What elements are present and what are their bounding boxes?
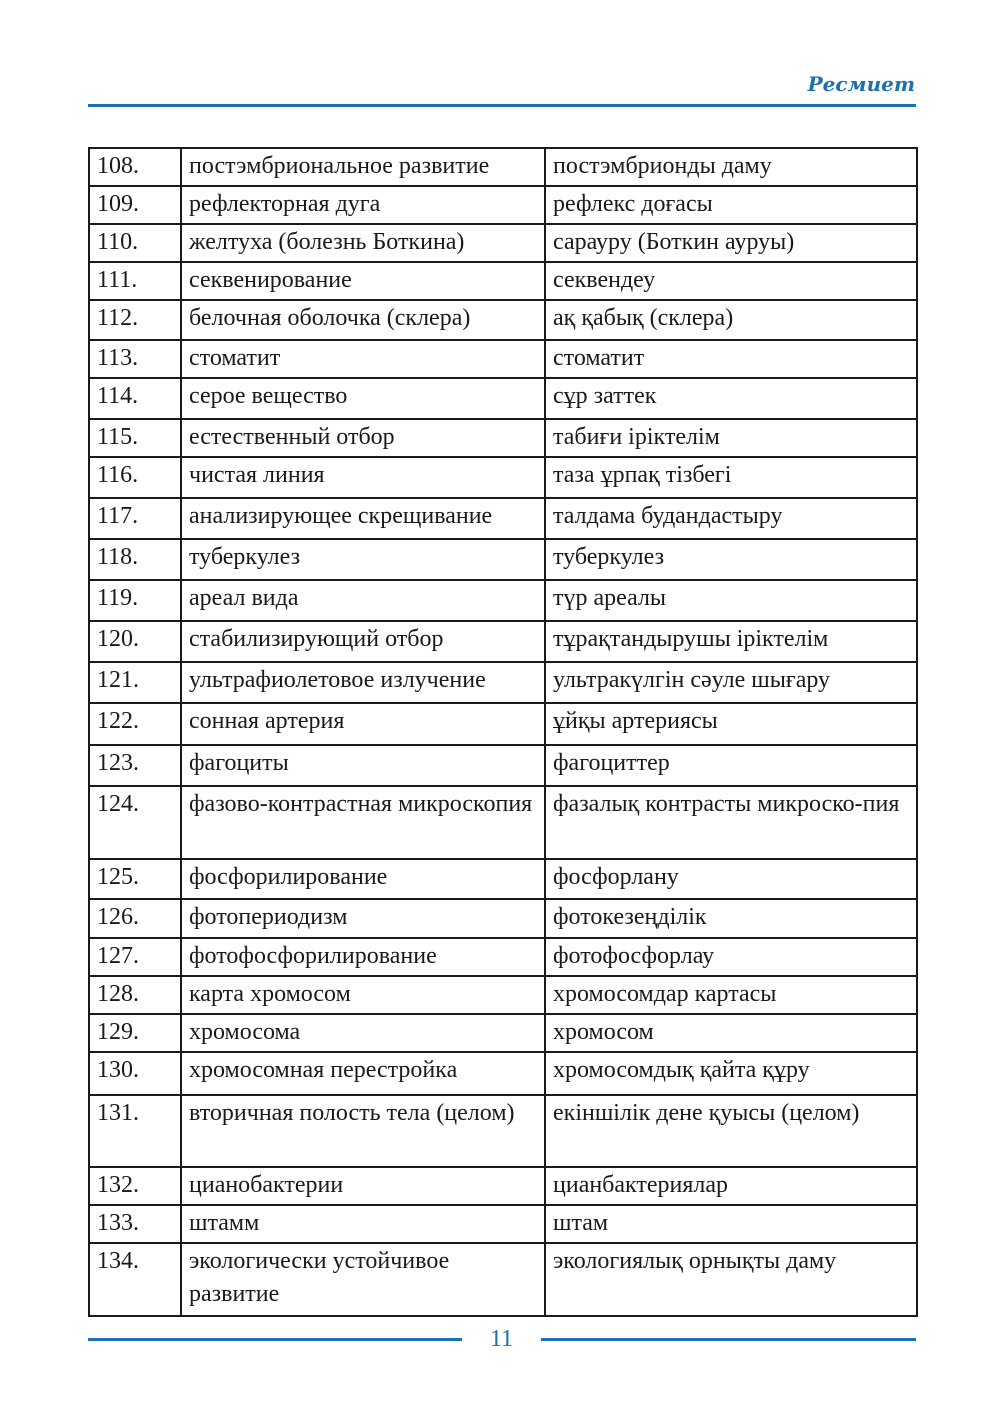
table-row: [89, 899, 917, 938]
term-russian: фотопериодизм: [181, 899, 545, 938]
term-kazakh: талдама будандастыру: [545, 498, 917, 539]
table-row: [89, 186, 917, 224]
term-russian: стабилизирующий отбор: [181, 621, 545, 662]
term-russian: чистая линия: [181, 457, 545, 498]
term-number: 126.: [89, 899, 181, 938]
page-number: 11: [489, 1326, 514, 1352]
table-row: [89, 1052, 917, 1095]
term-number: 120.: [89, 621, 181, 662]
term-russian: ультрафиолетовое излучение: [181, 662, 545, 703]
term-number: 110.: [89, 224, 181, 262]
term-kazakh: цианбактериялар: [545, 1167, 917, 1205]
term-russian: фагоциты: [181, 745, 545, 786]
table-row: [89, 498, 917, 539]
term-number: 133.: [89, 1205, 181, 1243]
term-kazakh: фагоциттер: [545, 745, 917, 786]
term-kazakh: екіншілік дене қуысы (целом): [545, 1095, 917, 1167]
term-russian: рефлекторная дуга: [181, 186, 545, 224]
term-number: 129.: [89, 1014, 181, 1052]
table-row: [89, 457, 917, 498]
table-row: [89, 1167, 917, 1205]
term-number: 118.: [89, 539, 181, 580]
term-russian: естественный отбор: [181, 419, 545, 457]
table-row: [89, 976, 917, 1014]
table-row: [89, 1243, 917, 1316]
term-kazakh: стоматит: [545, 340, 917, 378]
term-number: 130.: [89, 1052, 181, 1095]
term-kazakh: түр ареалы: [545, 580, 917, 621]
term-russian: желтуха (болезнь Боткина): [181, 224, 545, 262]
term-number: 127.: [89, 938, 181, 976]
term-kazakh: фосфорлану: [545, 859, 917, 899]
table-row: [89, 1014, 917, 1052]
term-number: 132.: [89, 1167, 181, 1205]
table-row: [89, 859, 917, 899]
term-russian: ареал вида: [181, 580, 545, 621]
term-kazakh: ақ қабық (склера): [545, 300, 917, 340]
term-number: 111.: [89, 262, 181, 300]
table-row: [89, 580, 917, 621]
table-row: [89, 148, 917, 186]
term-number: 114.: [89, 378, 181, 419]
term-number: 121.: [89, 662, 181, 703]
table-row: [89, 745, 917, 786]
table-row: [89, 539, 917, 580]
term-number: 131.: [89, 1095, 181, 1167]
term-number: 108.: [89, 148, 181, 186]
term-kazakh: табиғи іріктелім: [545, 419, 917, 457]
term-kazakh: хромосом: [545, 1014, 917, 1052]
table-row: [89, 938, 917, 976]
term-russian: вторичная полость тела (целом): [181, 1095, 545, 1167]
term-russian: туберкулез: [181, 539, 545, 580]
table-row: [89, 300, 917, 340]
term-number: 134.: [89, 1243, 181, 1316]
term-russian: экологически устойчивое развитие: [181, 1243, 545, 1316]
term-kazakh: сарауру (Боткин ауруы): [545, 224, 917, 262]
term-number: 119.: [89, 580, 181, 621]
term-number: 128.: [89, 976, 181, 1014]
table-row: [89, 419, 917, 457]
table-row: [89, 378, 917, 419]
table-row: [89, 1205, 917, 1243]
term-kazakh: ультракүлгін сәуле шығару: [545, 662, 917, 703]
running-header-title: Ресмиет: [807, 72, 915, 96]
table-row: [89, 621, 917, 662]
header-rule: [88, 104, 916, 107]
term-kazakh: фотофосфорлау: [545, 938, 917, 976]
term-kazakh: фазалық контрасты микроско-пия: [545, 786, 917, 859]
term-kazakh: ұйқы артериясы: [545, 703, 917, 745]
term-russian: стоматит: [181, 340, 545, 378]
table-row: [89, 1095, 917, 1167]
term-russian: хромосома: [181, 1014, 545, 1052]
table-row: [89, 703, 917, 745]
term-number: 122.: [89, 703, 181, 745]
term-russian: цианобактерии: [181, 1167, 545, 1205]
term-russian: секвенирование: [181, 262, 545, 300]
term-number: 112.: [89, 300, 181, 340]
term-kazakh: таза ұрпақ тізбегі: [545, 457, 917, 498]
term-number: 113.: [89, 340, 181, 378]
term-kazakh: туберкулез: [545, 539, 917, 580]
term-russian: белочная оболочка (склера): [181, 300, 545, 340]
term-number: 115.: [89, 419, 181, 457]
term-russian: фотофосфорилирование: [181, 938, 545, 976]
term-kazakh: штам: [545, 1205, 917, 1243]
footer-rule-left: [88, 1338, 462, 1341]
term-number: 117.: [89, 498, 181, 539]
term-kazakh: рефлекс доғасы: [545, 186, 917, 224]
glossary-table: [88, 147, 918, 1317]
term-russian: фосфорилирование: [181, 859, 545, 899]
term-kazakh: сұр заттек: [545, 378, 917, 419]
term-number: 124.: [89, 786, 181, 859]
term-kazakh: фотокезеңділік: [545, 899, 917, 938]
term-russian: штамм: [181, 1205, 545, 1243]
term-number: 123.: [89, 745, 181, 786]
table-row: [89, 340, 917, 378]
term-russian: сонная артерия: [181, 703, 545, 745]
term-number: 125.: [89, 859, 181, 899]
footer-rule-right: [541, 1338, 916, 1341]
term-number: 116.: [89, 457, 181, 498]
table-row: [89, 262, 917, 300]
term-russian: карта хромосом: [181, 976, 545, 1014]
table-row: [89, 224, 917, 262]
term-russian: постэмбриональное развитие: [181, 148, 545, 186]
term-russian: анализирующее скрещивание: [181, 498, 545, 539]
term-kazakh: хромосомдар картасы: [545, 976, 917, 1014]
term-kazakh: хромосомдық қайта құру: [545, 1052, 917, 1095]
term-number: 109.: [89, 186, 181, 224]
term-russian: серое вещество: [181, 378, 545, 419]
term-russian: фазово-контрастная микроскопия: [181, 786, 545, 859]
term-kazakh: постэмбрионды даму: [545, 148, 917, 186]
table-row: [89, 662, 917, 703]
term-kazakh: тұрақтандырушы іріктелім: [545, 621, 917, 662]
term-kazakh: секвендеу: [545, 262, 917, 300]
term-russian: хромосомная перестройка: [181, 1052, 545, 1095]
table-row: [89, 786, 917, 859]
term-kazakh: экологиялық орнықты даму: [545, 1243, 917, 1316]
